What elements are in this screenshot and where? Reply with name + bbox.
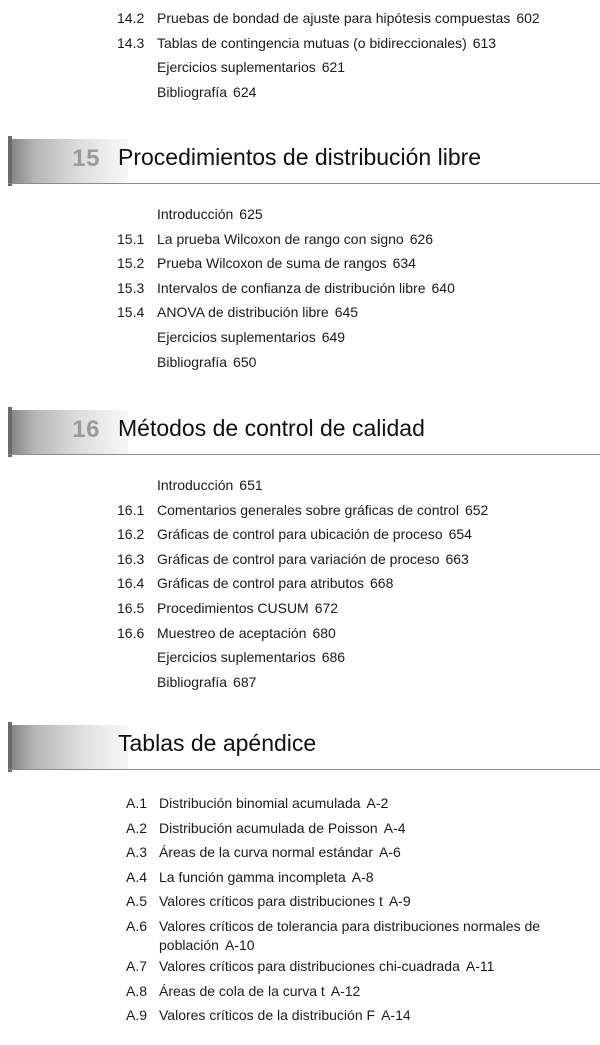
chapter-bar bbox=[8, 139, 128, 183]
entry-page: A-8 bbox=[351, 868, 374, 885]
chapter-number: 16 bbox=[72, 416, 100, 443]
entry-title: Valores críticos para distribuciones chi-cuadrada bbox=[159, 957, 460, 974]
chapter-rule bbox=[8, 769, 600, 770]
toc-entry[interactable] bbox=[0, 889, 600, 914]
entry-page: 626 bbox=[409, 230, 434, 247]
toc-entry[interactable] bbox=[0, 6, 600, 31]
entry-page: 663 bbox=[445, 550, 469, 567]
chapter-bar-edge bbox=[8, 407, 12, 457]
chapter-bar bbox=[8, 410, 128, 454]
chapter-rule bbox=[8, 454, 600, 455]
entry-page: 645 bbox=[334, 304, 359, 321]
chapter-title: Métodos de control de calidad bbox=[118, 415, 425, 441]
entry-page: 687 bbox=[233, 673, 257, 690]
entry-page: A-4 bbox=[383, 819, 406, 836]
entry-title: Ejercicios suplementarios bbox=[157, 649, 316, 666]
entry-title: Procedimientos CUSUM bbox=[157, 599, 309, 616]
entry-number: 16.2 bbox=[117, 526, 145, 543]
appendix-title: Tablas de apéndice bbox=[118, 730, 317, 756]
entry-title: Tablas de contingencia mutuas (o bidireccionales) bbox=[157, 34, 467, 51]
entry-title: Áreas de la curva normal estándar bbox=[159, 844, 373, 861]
entry-number: 15.2 bbox=[117, 255, 145, 272]
entry-title: Muestreo de aceptación bbox=[157, 624, 307, 641]
entry-title: Bibliografía bbox=[157, 83, 228, 100]
chapter-bar bbox=[8, 725, 128, 769]
appendix-header[interactable] bbox=[8, 722, 600, 772]
chapter-14-entries bbox=[0, 6, 600, 104]
chapter-15-header[interactable] bbox=[8, 136, 600, 186]
entry-number: 15.1 bbox=[117, 230, 145, 247]
entry-title: Bibliografía bbox=[157, 353, 228, 370]
chapter-bar-edge bbox=[8, 136, 12, 186]
toc-entry[interactable] bbox=[0, 791, 600, 816]
entry-number: A.5 bbox=[126, 893, 148, 910]
entry-page: A-11 bbox=[465, 957, 495, 974]
entry-page: 650 bbox=[233, 353, 257, 370]
entry-number: 16.6 bbox=[117, 624, 145, 641]
toc-entry[interactable] bbox=[0, 227, 600, 252]
entry-title: Pruebas de bondad de ajuste para hipótesis compuestas bbox=[157, 10, 511, 26]
entry-number: 16.5 bbox=[117, 599, 145, 616]
entry-title: Ejercicios suplementarios bbox=[157, 328, 316, 345]
entry-number: A.2 bbox=[126, 819, 148, 836]
entry-number: A.3 bbox=[126, 844, 148, 861]
chapter-number: 15 bbox=[72, 145, 100, 172]
entry-page: 602 bbox=[516, 10, 540, 26]
entry-page: A-12 bbox=[330, 982, 361, 999]
entry-page: 651 bbox=[239, 477, 263, 493]
entry-number: A.6 bbox=[126, 917, 148, 934]
entry-title: Valores críticos de tolerancia para distribuciones normales de población bbox=[159, 917, 541, 953]
entry-number: A.8 bbox=[126, 982, 148, 999]
toc-entry[interactable] bbox=[0, 865, 600, 890]
entry-title: Ejercicios suplementarios bbox=[157, 59, 316, 76]
entry-page: 613 bbox=[472, 34, 497, 51]
entry-title: Comentarios generales sobre gráficas de control bbox=[157, 501, 459, 518]
entry-number: A.7 bbox=[126, 957, 148, 974]
entry-page: 652 bbox=[464, 501, 489, 518]
entry-title: Introducción bbox=[157, 477, 234, 493]
toc-entry[interactable] bbox=[0, 547, 600, 572]
chapter-title: Procedimientos de distribución libre bbox=[118, 144, 482, 170]
entry-number: 16.1 bbox=[117, 501, 145, 518]
toc-entry[interactable] bbox=[0, 522, 600, 547]
toc-entry[interactable] bbox=[0, 840, 600, 865]
entry-page: 624 bbox=[233, 83, 257, 100]
entry-page: 621 bbox=[321, 59, 346, 76]
entry-number: 15.4 bbox=[117, 304, 145, 321]
entry-title: Prueba Wilcoxon de suma de rangos bbox=[157, 255, 387, 272]
entry-page: A-9 bbox=[388, 893, 411, 910]
toc-entry[interactable] bbox=[0, 300, 600, 325]
entry-number: 16.3 bbox=[117, 550, 145, 567]
entry-page: A-2 bbox=[366, 795, 389, 811]
entry-page: 654 bbox=[448, 526, 472, 543]
entry-number: A.1 bbox=[126, 795, 148, 811]
entry-title: Distribución binomial acumulada bbox=[159, 795, 361, 811]
toc-entry[interactable] bbox=[0, 670, 600, 695]
toc-entry[interactable] bbox=[0, 473, 600, 498]
chapter-16-entries bbox=[0, 473, 600, 694]
toc-entry[interactable] bbox=[0, 979, 600, 1004]
entry-page: A-6 bbox=[379, 844, 401, 861]
entry-title: Gráficas de control para atributos bbox=[157, 575, 364, 592]
toc-entry[interactable] bbox=[0, 31, 600, 56]
entry-title: La función gamma incompleta bbox=[159, 868, 346, 885]
toc-entry[interactable] bbox=[0, 571, 600, 596]
toc-entry[interactable] bbox=[0, 80, 600, 105]
toc-entry[interactable] bbox=[0, 954, 600, 979]
chapter-bar-edge bbox=[8, 722, 12, 772]
entry-title: Bibliografía bbox=[157, 673, 228, 690]
toc-entry[interactable] bbox=[0, 350, 600, 375]
entry-title: Áreas de cola de la curva t bbox=[159, 982, 325, 999]
entry-page: 649 bbox=[321, 328, 346, 345]
toc-entry[interactable] bbox=[0, 55, 600, 80]
toc-entry[interactable] bbox=[0, 914, 600, 954]
entry-page: 680 bbox=[312, 624, 336, 641]
entry-title: Gráficas de control para variación de proceso bbox=[157, 550, 440, 567]
entry-title: Introducción bbox=[157, 206, 234, 222]
toc-entry[interactable] bbox=[0, 621, 600, 646]
toc-entry[interactable] bbox=[0, 1003, 600, 1028]
entry-title: Intervalos de confianza de distribución libre bbox=[157, 279, 426, 296]
entry-title: ANOVA de distribución libre bbox=[157, 304, 329, 321]
entry-title: La prueba Wilcoxon de rango con signo bbox=[157, 230, 404, 247]
toc-entry[interactable] bbox=[0, 251, 600, 276]
chapter-16-header[interactable] bbox=[8, 407, 600, 457]
entry-page: A-10 bbox=[224, 936, 255, 953]
toc-entry[interactable] bbox=[0, 276, 600, 301]
entry-page: 634 bbox=[392, 255, 416, 272]
chapter-15-entries bbox=[0, 202, 600, 374]
entry-number: 14.3 bbox=[117, 34, 145, 51]
entry-title: Distribución acumulada de Poisson bbox=[159, 819, 378, 836]
entry-number: 16.4 bbox=[117, 575, 145, 592]
entry-page: 668 bbox=[370, 575, 394, 592]
entry-title: Gráficas de control para ubicación de proceso bbox=[157, 526, 443, 543]
toc-entry[interactable] bbox=[0, 202, 600, 227]
entry-number: A.9 bbox=[126, 1007, 148, 1024]
entry-page: 686 bbox=[321, 649, 346, 666]
entry-title: Valores críticos de la distribución F bbox=[159, 1007, 376, 1024]
entry-page: 625 bbox=[239, 206, 263, 222]
chapter-rule bbox=[8, 183, 600, 184]
entry-number: A.4 bbox=[126, 868, 148, 885]
toc-entry[interactable] bbox=[0, 325, 600, 350]
entry-page: A-14 bbox=[381, 1007, 411, 1024]
toc-entry[interactable] bbox=[0, 816, 600, 841]
entry-number: 14.2 bbox=[117, 10, 145, 26]
entry-page: 672 bbox=[314, 599, 339, 616]
toc-entry[interactable] bbox=[0, 645, 600, 670]
entry-page: 640 bbox=[431, 279, 455, 296]
appendix-entries bbox=[0, 791, 600, 1028]
entry-title: Valores críticos para distribuciones t bbox=[159, 893, 383, 910]
toc-entry[interactable] bbox=[0, 596, 600, 621]
entry-number: 15.3 bbox=[117, 279, 145, 296]
toc-entry[interactable] bbox=[0, 498, 600, 523]
